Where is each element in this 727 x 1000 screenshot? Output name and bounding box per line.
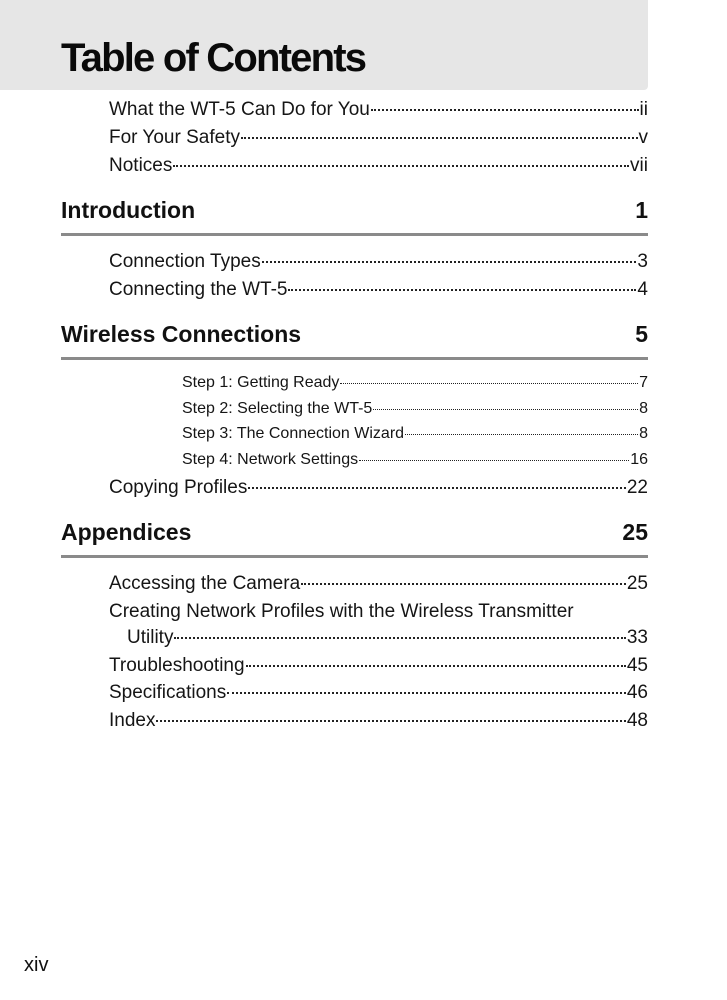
toc-entry-copying-profiles[interactable] [109,477,648,499]
dot-leader [241,137,638,139]
dot-leader [248,487,626,489]
toc-entry-for-your-safety[interactable] [109,127,648,149]
toc-entry-page: 7 [639,374,648,391]
dot-leader [156,720,625,722]
section-heading-introduction[interactable] [61,197,648,224]
toc-entry-label: Step 2: Selecting the WT-5 [182,400,373,417]
toc-entry-label: Step 1: Getting Ready [182,374,340,391]
toc-entry-specifications[interactable] [109,682,648,704]
toc-entry-label: Utility [127,627,174,648]
toc-entry-page: 3 [637,251,648,272]
toc-entry-creating-network-profiles[interactable] [127,627,648,649]
toc-entry-label: Specifications [109,682,227,703]
section-title: Appendices [61,519,192,545]
dot-leader [359,460,629,461]
page-title: Table of Contents [61,36,366,80]
dot-leader [371,109,639,111]
toc-subentry-step-1[interactable] [182,374,648,392]
toc-entry-page: 45 [626,655,648,676]
toc-entry-label: Accessing the Camera [109,573,301,594]
toc-entry-notices[interactable] [109,155,648,177]
section-page: 5 [635,321,648,347]
toc-entry-page: 48 [626,710,648,731]
toc-subentry-step-2[interactable] [182,400,648,418]
section-page: 25 [622,519,648,545]
section-page: 1 [635,197,648,223]
section-divider [61,357,648,360]
section-title: Wireless Connections [61,321,302,347]
toc-subentry-step-4[interactable] [182,451,648,469]
toc-entry-accessing-the-camera[interactable] [109,573,648,595]
dot-leader [301,583,626,585]
toc-entry-connecting-the-wt5[interactable] [109,279,648,301]
dot-leader [174,637,625,639]
toc-subentry-step-3[interactable] [182,425,648,443]
toc-entry-label: Step 3: The Connection Wizard [182,425,405,442]
toc-entry-page: vii [630,155,648,176]
dot-leader [173,165,629,167]
page-number: xiv [24,954,49,976]
toc-entry-page: 33 [626,627,648,648]
toc-entry-page: 8 [639,400,648,417]
toc-entry-label: Index [109,710,156,731]
toc-entry-index[interactable] [109,710,648,732]
section-divider [61,233,648,236]
toc-entry-label: Connecting the WT-5 [109,279,288,300]
toc-entry-label: Connection Types [109,251,261,272]
dot-leader [373,409,638,410]
toc-entry-page: 25 [626,573,648,594]
section-heading-wireless-connections[interactable] [61,321,648,348]
toc-entry-page: 4 [637,279,648,300]
toc-entry-label: Step 4: Network Settings [182,451,359,468]
dot-leader [288,289,636,291]
toc-entry-page: v [638,127,648,148]
toc-entry-page: ii [639,99,648,120]
dot-leader [405,434,638,435]
toc-entry-page: 8 [639,425,648,442]
toc-entry-page: 46 [626,682,648,703]
dot-leader [227,692,626,694]
toc-entry-connection-types[interactable] [109,251,648,273]
toc-entry-label-first-line[interactable]: Creating Network Profiles with the Wireless Transmitter [109,601,574,622]
header-band [0,0,648,90]
dot-leader [262,261,637,263]
toc-entry-label: Copying Profiles [109,477,248,498]
section-divider [61,555,648,558]
toc-entry-troubleshooting[interactable] [109,655,648,677]
toc-entry-page: 16 [630,451,648,468]
dot-leader [340,383,638,384]
toc-entry-what-the-wt5-can-do[interactable] [109,99,648,121]
toc-entry-label: For Your Safety [109,127,240,148]
toc-entry-label: What the WT-5 Can Do for You [109,99,370,120]
toc-entry-page: 22 [626,477,648,498]
toc-entry-label: Notices [109,155,173,176]
section-title: Introduction [61,197,196,223]
section-heading-appendices[interactable] [61,519,648,546]
dot-leader [246,665,626,667]
toc-entry-label: Troubleshooting [109,655,245,676]
